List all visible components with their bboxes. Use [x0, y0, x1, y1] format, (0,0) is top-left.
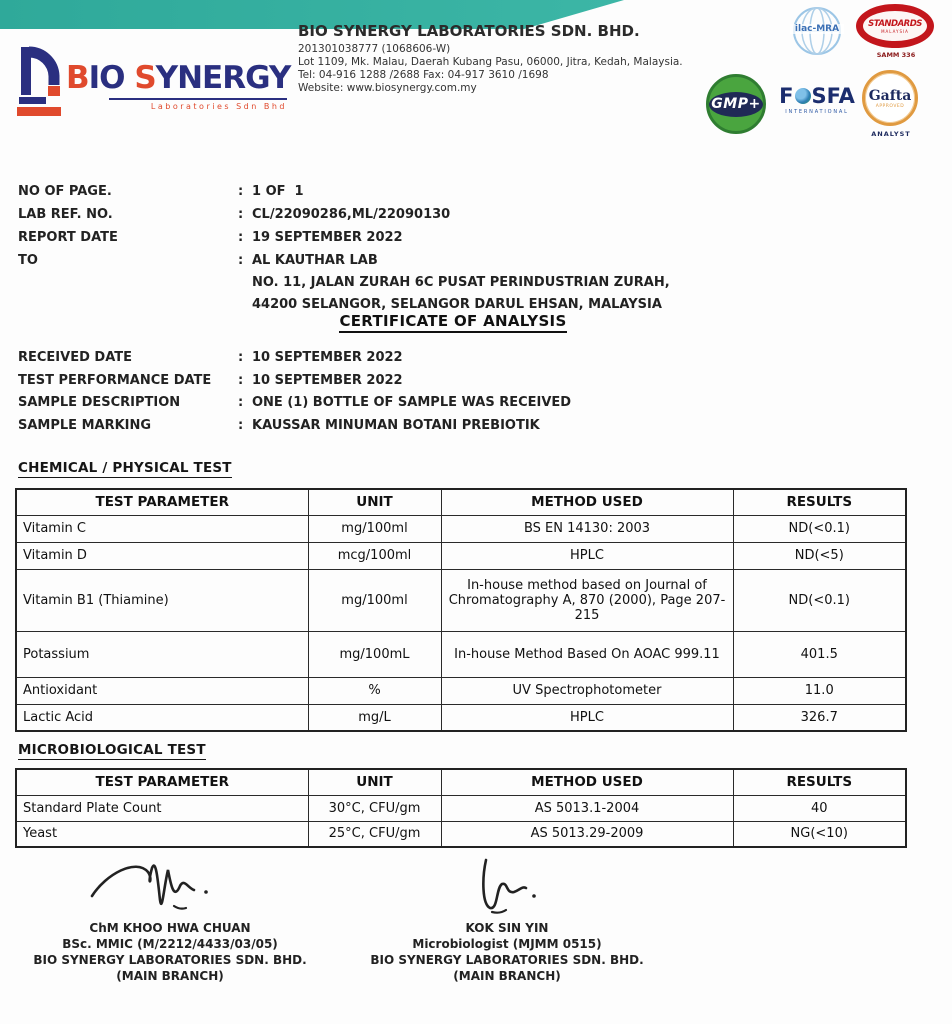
gafta-label: Gafta [868, 87, 912, 104]
col-header-method-used: METHOD USED [441, 489, 733, 515]
chemical-heading-text: CHEMICAL / PHYSICAL TEST [18, 460, 232, 476]
micro-heading-text: MICROBIOLOGICAL TEST [18, 742, 206, 758]
company-info-block [298, 22, 698, 95]
meta-row-lab-ref [18, 203, 670, 226]
col-header-results: RESULTS [733, 489, 906, 515]
table-row [16, 704, 906, 731]
meta-colon: : [238, 395, 244, 410]
signatory-title: Microbiologist (MJMM 0515) [412, 937, 602, 951]
microscope-icon [16, 42, 66, 118]
cell-result: ND(<0.1) [733, 569, 906, 631]
microbiological-test-table [15, 768, 907, 848]
cell-parameter: Vitamin B1 (Thiamine) [16, 569, 308, 631]
fosfa-globe-icon [795, 88, 811, 104]
cell-method: AS 5013.29-2009 [441, 821, 733, 847]
wordmark-s: S [124, 60, 156, 96]
meta-row-report-date [18, 226, 670, 249]
cell-unit: 30°C, CFU/gm [308, 795, 441, 821]
cell-parameter: Vitamin C [16, 515, 308, 542]
cell-method: In-house Method Based On AOAC 999.11 [441, 631, 733, 677]
ilac-mra-badge [790, 5, 844, 61]
standards-caption: SAMM 336 [876, 51, 916, 59]
company-address: Lot 1109, Mk. Malau, Daerah Kubang Pasu, 06000, Jitra, Kedah, Malaysia. [298, 56, 683, 68]
chemical-table-header-row [16, 489, 906, 515]
gmp-plus-badge [706, 74, 768, 136]
meta-label: REPORT DATE [18, 230, 118, 245]
company-name: BIO SYNERGY LABORATORIES SDN. BHD. [298, 22, 640, 40]
meta-value: CL/22090286,ML/22090130 [252, 207, 451, 222]
sample-meta-block [18, 347, 571, 437]
meta-label: TEST PERFORMANCE DATE [18, 372, 212, 388]
table-row [16, 677, 906, 704]
meta-colon: : [238, 372, 244, 388]
micro-table-header-row [16, 769, 906, 795]
cell-result: ND(<5) [733, 542, 906, 569]
cell-parameter: Lactic Acid [16, 704, 308, 731]
cell-unit: % [308, 677, 441, 704]
table-row [16, 631, 906, 677]
col-header-results: RESULTS [733, 769, 906, 795]
table-row [16, 569, 906, 631]
meta-colon: : [238, 184, 244, 199]
meta-value: 10 SEPTEMBER 2022 [252, 350, 403, 365]
signatory-branch: (MAIN BRANCH) [453, 969, 561, 983]
cell-method: HPLC [441, 704, 733, 731]
cell-result: ND(<0.1) [733, 515, 906, 542]
bio-synergy-logo [14, 40, 289, 125]
signatory-company: BIO SYNERGY LABORATORIES SDN. BHD. [33, 953, 307, 967]
col-header-test-parameter: TEST PARAMETER [16, 769, 308, 795]
wordmark-ynergy: YNERGY [155, 60, 291, 96]
meta-label: RECEIVED DATE [18, 350, 132, 365]
meta-value: AL KAUTHAR LAB [252, 253, 378, 268]
meta-value: 1 OF 1 [252, 184, 304, 199]
meta-colon: : [238, 230, 244, 245]
document-title-wrap [15, 311, 891, 330]
cell-unit: mg/100ml [308, 515, 441, 542]
cell-parameter: Vitamin D [16, 542, 308, 569]
meta-value: ONE (1) BOTTLE OF SAMPLE WAS RECEIVED [252, 395, 572, 410]
fosfa-f: F [779, 84, 794, 108]
meta-value: KAUSSAR MINUMAN BOTANI PREBIOTIK [252, 417, 540, 433]
meta-row-sample-marking [18, 415, 571, 438]
meta-row-test-performance-date [18, 370, 571, 393]
gafta-badge [862, 70, 920, 138]
col-header-unit: UNIT [308, 489, 441, 515]
cell-unit: mg/100ml [308, 569, 441, 631]
meta-label: SAMPLE DESCRIPTION [18, 395, 181, 410]
meta-label: TO [18, 253, 38, 268]
cell-result: 40 [733, 795, 906, 821]
table-row [16, 821, 906, 847]
signatory-branch: (MAIN BRANCH) [116, 969, 224, 983]
cell-method: In-house method based on Journal of Chromatography A, 870 (2000), Page 207-215 [441, 569, 733, 631]
fosfa-sfa: SFA [811, 84, 855, 108]
cell-unit: mg/100mL [308, 631, 441, 677]
ilac-label: ilac-MRA [790, 24, 844, 34]
cell-method: AS 5013.1-2004 [441, 795, 733, 821]
recipient-address-line-2: NO. 11, JALAN ZURAH 6C PUSAT PERINDUSTRIAN ZURAH, [252, 275, 670, 290]
fosfa-badge [776, 84, 858, 115]
gafta-sub-label: APPROVED [875, 103, 905, 109]
meta-row-to [18, 249, 670, 272]
meta-colon: : [238, 207, 244, 222]
cell-parameter: Potassium [16, 631, 308, 677]
meta-value: 10 SEPTEMBER 2022 [252, 372, 403, 388]
gmp-circle-icon [706, 74, 766, 134]
cell-parameter: Yeast [16, 821, 308, 847]
cell-result: 11.0 [733, 677, 906, 704]
cell-parameter: Antioxidant [16, 677, 308, 704]
gmp-label: GMP+ [711, 96, 761, 112]
fosfa-wordmark [776, 84, 858, 108]
logo-wordmark [66, 60, 290, 96]
col-header-unit: UNIT [308, 769, 441, 795]
chemical-test-table [15, 488, 907, 732]
signatory-name: KOK SIN YIN [465, 921, 549, 935]
signatory-name: ChM KHOO HWA CHUAN [89, 921, 251, 935]
gafta-caption: ANALYST [871, 130, 911, 138]
table-row [16, 515, 906, 542]
wordmark-b: B [66, 60, 89, 96]
company-website: Website: www.biosynergy.com.my [298, 82, 477, 94]
meta-colon: : [238, 253, 244, 268]
cell-method: BS EN 14130: 2003 [441, 515, 733, 542]
cell-result: NG(<10) [733, 821, 906, 847]
cell-parameter: Standard Plate Count [16, 795, 308, 821]
standards-line2: MALAYSIA [881, 28, 909, 34]
col-header-method-used: METHOD USED [441, 769, 733, 795]
document-title: CERTIFICATE OF ANALYSIS [339, 312, 566, 333]
cell-unit: mcg/100ml [308, 542, 441, 569]
signature-left-icon [88, 856, 238, 918]
micro-section-heading [18, 742, 206, 758]
cell-result: 326.7 [733, 704, 906, 731]
recipient-address-line-3: 44200 SELANGOR, SELANGOR DARUL EHSAN, MALAYSIA [252, 297, 662, 312]
fosfa-sub-label: INTERNATIONAL [785, 109, 849, 115]
table-row [16, 795, 906, 821]
company-telfax: Tel: 04-916 1288 /2688 Fax: 04-917 3610 /1698 [298, 69, 549, 81]
meta-row-sample-description [18, 392, 571, 415]
cell-unit: 25°C, CFU/gm [308, 821, 441, 847]
col-header-test-parameter: TEST PARAMETER [16, 489, 308, 515]
signatory-title: BSc. MMIC (M/2212/4433/03/05) [62, 937, 278, 951]
standards-oval-icon [856, 4, 934, 48]
cell-result: 401.5 [733, 631, 906, 677]
cell-method: UV Spectrophotometer [441, 677, 733, 704]
report-meta-block [18, 180, 670, 316]
chemical-section-heading [18, 460, 232, 476]
meta-label: SAMPLE MARKING [18, 417, 152, 433]
standards-malaysia-badge [856, 4, 936, 59]
wordmark-io: IO [88, 60, 125, 96]
meta-label: LAB REF. NO. [18, 207, 113, 222]
company-registration: 201301038777 (1068606-W) [298, 43, 451, 55]
gafta-circle-icon [862, 70, 918, 126]
standards-line1: STANDARDS [868, 18, 922, 29]
table-row [16, 542, 906, 569]
logo-tagline: Laboratories Sdn Bhd [109, 98, 287, 111]
signatory-company: BIO SYNERGY LABORATORIES SDN. BHD. [370, 953, 644, 967]
meta-colon: : [238, 417, 244, 433]
signatory-right-block [352, 920, 662, 984]
meta-row-received-date [18, 347, 571, 370]
signature-right-icon [472, 856, 552, 918]
meta-row-no-of-page [18, 180, 670, 203]
meta-label: NO OF PAGE. [18, 184, 112, 199]
signatory-left-block [15, 920, 325, 984]
meta-value: 19 SEPTEMBER 2022 [252, 230, 403, 245]
meta-colon: : [238, 350, 244, 365]
cell-method: HPLC [441, 542, 733, 569]
cell-unit: mg/L [308, 704, 441, 731]
